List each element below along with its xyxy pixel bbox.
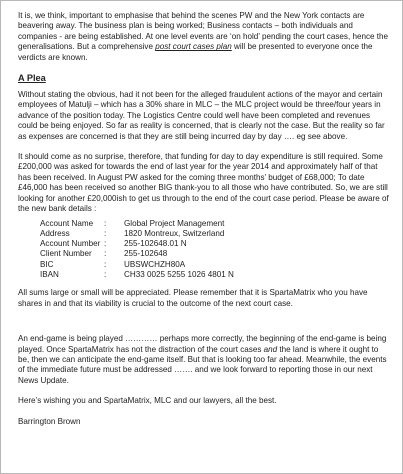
- bank-row: [40, 239, 234, 249]
- bank-row: [40, 270, 234, 280]
- appreciation-paragraph: All sums large or small will be appreciated. Please remember that it is SpartaMatrix who you have shares in and that its viability is crucial to the outcome of the next court case.: [18, 288, 368, 308]
- bank-value: Global Project Management: [124, 218, 225, 228]
- intro-text-end: will be presented to everyone once the verdicts are known.: [18, 42, 373, 62]
- closing-paragraph: Here’s wishing you and SpartaMatrix, MLC and our lawyers, all the best.: [18, 396, 277, 406]
- bank-label: Account Name: [40, 218, 94, 228]
- intro-text: It is, we think, important to emphasise that behind the scenes PW and the New York contacts are beavering away. The business plan is being worked; Business contacts – both individuals and companies - are being established. At one level events are ‘on hold’ pending the court cases, hence the generalisations. But a comprehensive: [18, 11, 389, 52]
- bank-value: CH33 0025 5255 1026 4801 N: [124, 269, 234, 279]
- bank-value: 1820 Montreux, Switzerland: [124, 228, 225, 238]
- bank-value: UBSWCHZH80A: [124, 259, 186, 269]
- signature-name: Barrington Brown: [18, 416, 81, 426]
- spacer: [18, 319, 390, 334]
- endgame-text-end: the land is where it ought to be, then we can anticipate the end-game itself. But that is looking too far ahead. Meanwhile, the events of the immediate future must be addressed ……. and we look forward to reporting those in our next News Update.: [18, 344, 387, 385]
- bank-label: BIC: [40, 259, 54, 269]
- bank-row: [40, 229, 234, 239]
- bank-separator: :: [104, 269, 107, 279]
- bank-details-table: [40, 219, 234, 281]
- intro-emphasis: post court cases plan: [155, 42, 232, 52]
- bank-label: IBAN: [40, 269, 59, 279]
- plea-paragraph-1: Without stating the obvious, had it not been for the alleged fraudulent actions of the mayor and certain employees of Matulji – which has a 30% share in MLC – the MLC project would be three/four years in advance of the position today. The Logistics Centre could well have been completed and revenues could be being enjoyed. So far as reality is concerned, that is clearly not the case. But the reality so far as expenses are concerned is that they are still being incurred day by day …. eg see above.: [18, 90, 385, 141]
- bank-row: [40, 219, 234, 229]
- bank-separator: :: [104, 259, 107, 269]
- intro-paragraph: [18, 11, 390, 63]
- section-heading: A Plea: [18, 73, 46, 84]
- endgame-emphasis: and: [263, 344, 278, 354]
- endgame-text: An end-game is being played ………… perhaps more correctly, the beginning of the end-game is being played. Once SpartaMatrix has not the distraction of the court cases: [18, 334, 387, 354]
- bank-separator: :: [104, 228, 107, 238]
- plea-paragraph-2: It should come as no surprise, therefore, that funding for day to day expenditure is still required. Some £200,000 was asked for towards the end of last year for the year 2014 and approximately half of that has been received. In August PW asked for the coming three months’ budget of £68,000; To date £46,000 has been received so another BIG thank-you to all those who have contributed. So, we are still looking for another £20,000ish to get us through to the end of the court case period. Please be aware of the new bank details :: [18, 152, 389, 214]
- bank-label: Client Number: [40, 249, 92, 259]
- bank-row: [40, 249, 234, 259]
- bank-separator: :: [104, 249, 107, 259]
- bank-label: Address: [40, 228, 70, 238]
- document-body: [18, 11, 390, 427]
- bank-separator: :: [104, 239, 107, 249]
- bank-separator: :: [104, 218, 107, 228]
- bank-label: Account Number: [40, 239, 101, 249]
- endgame-paragraph: [18, 334, 390, 386]
- bank-row: [40, 260, 234, 270]
- bank-value: 255-102648: [124, 249, 168, 259]
- bank-value: 255-102648.01 N: [124, 239, 187, 249]
